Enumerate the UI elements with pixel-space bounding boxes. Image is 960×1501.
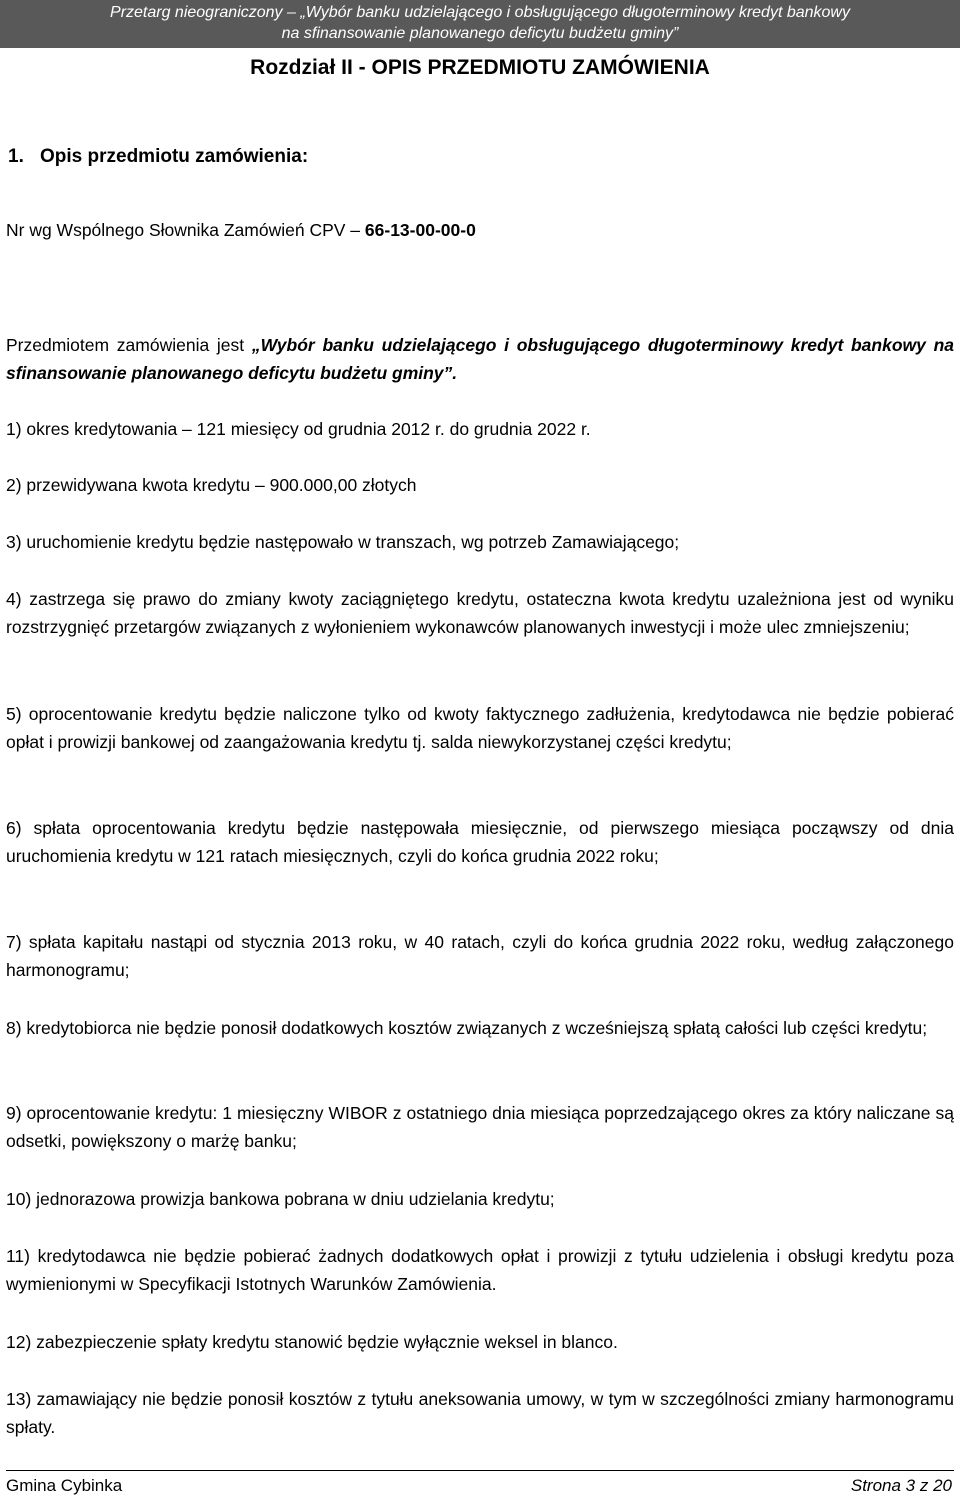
section-number: 1. [8, 146, 24, 167]
cpv-line [6, 216, 954, 244]
item-11: 11) kredytodawca nie będzie pobierać żadnych dodatkowych opłat i prowizji z tytułu udzielenia i obsługi kredytu poza wymienionymi w Specyfikacji Istotnych Warunków Zamówienia. [6, 1246, 954, 1294]
item-2: 2) przewidywana kwota kredytu – 900.000,00 złotych [6, 475, 417, 495]
item-10: 10) jednorazowa prowizja bankowa pobrana w dniu udzielania kredytu; [6, 1189, 555, 1209]
page-number: Strona 3 z 20 [850, 1476, 952, 1495]
subject-paragraph [6, 331, 954, 387]
cpv-code: 66-13-00-00-0 [364, 220, 476, 240]
item-8: 8) kredytobiorca nie będzie ponosił dodatkowych kosztów związanych z wcześniejszą spłatą całości lub części kredytu; [6, 1018, 928, 1038]
item-6: 6) spłata oprocentowania kredytu będzie następowała miesięcznie, od pierwszego miesiąca począwszy od dnia uruchomienia kredytu w 121 ratach miesięcznych, czyli do końca grudnia 2022 roku; [6, 818, 954, 866]
item-13: 13) zamawiający nie będzie ponosił kosztów z tytułu aneksowania umowy, w tym w szczególności zmiany harmonogramu spłaty. [6, 1389, 954, 1437]
item-9: 9) oprocentowanie kredytu: 1 miesięczny WIBOR z ostatniego dnia miesiąca poprzedzającego okres za który naliczane są odsetki, powiększony o marżę banku; [6, 1103, 954, 1151]
cpv-prefix: Nr wg Wspólnego Słownika Zamówień CPV – [6, 220, 365, 240]
footer-org: Gmina Cybinka [6, 1476, 123, 1495]
header-line-2: na sfinansowanie planowanego deficytu budżetu gminy” [281, 25, 679, 42]
header-line-1: Przetarg nieograniczony – „Wybór banku udzielającego i obsługującego długoterminowy kredyt bankowy [110, 4, 850, 21]
subject-intro: Przedmiotem zamówienia jest [6, 335, 252, 355]
page-header [0, 0, 960, 48]
item-3: 3) uruchomienie kredytu będzie następowało w transzach, wg potrzeb Zamawiającego; [6, 532, 680, 552]
item-7: 7) spłata kapitału nastąpi od stycznia 2013 roku, w 40 ratach, czyli do końca grudnia 2022 roku, według załączonego harmonogramu; [6, 932, 954, 980]
chapter-title: Rozdział II - OPIS PRZEDMIOTU ZAMÓWIENIA [250, 56, 710, 79]
subject-title: „Wybór banku udzielającego i obsługującego długoterminowy kredyt bankowy na sfinansowanie planowanego deficytu budżetu gminy”. [6, 335, 955, 383]
footer-divider [6, 1470, 954, 1471]
item-5: 5) oprocentowanie kredytu będzie naliczone tylko od kwoty faktycznego zadłużenia, kredytodawca nie będzie pobierać opłat i prowizji bankowej od zaangażowania kredytu tj. salda niewykorzystanej części kredytu; [6, 704, 954, 752]
item-12: 12) zabezpieczenie spłaty kredytu stanowić będzie wyłącznie weksel in blanco. [6, 1332, 618, 1352]
item-4: 4) zastrzega się prawo do zmiany kwoty zaciągniętego kredytu, ostateczna kwota kredytu uzależniona jest od wyniku rozstrzygnięć przetargów związanych z wyłonieniem wykonawców planowanych inwestycji i może ulec zmniejszeniu; [6, 589, 954, 637]
section-title: Opis przedmiotu zamówienia: [40, 146, 309, 167]
section-heading [8, 146, 308, 168]
item-1: 1) okres kredytowania – 121 miesięcy od grudnia 2012 r. do grudnia 2022 r. [6, 419, 591, 439]
